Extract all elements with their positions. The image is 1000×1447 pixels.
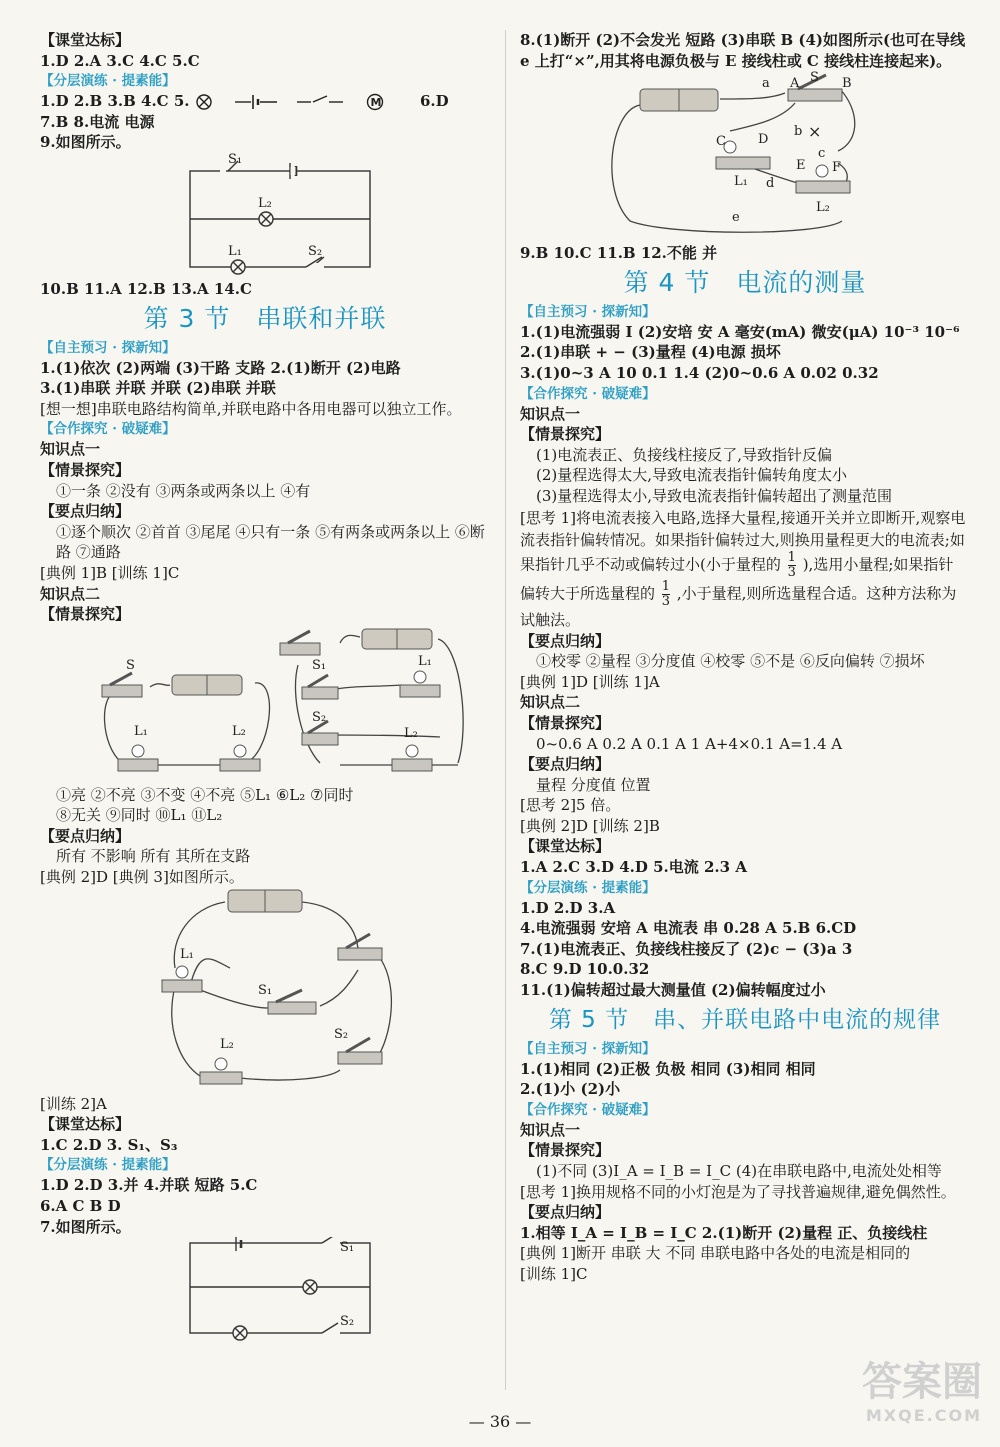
tag-preview: 【自主预习 · 探新知】 [40, 339, 176, 356]
svg-text:M: M [370, 96, 382, 110]
column-divider [505, 30, 506, 1390]
section-title-5: 第 5 节 串、并联电路中电流的规律 [548, 1006, 942, 1033]
scene-explore: 【情景探究】 [40, 460, 131, 479]
label-s: S [126, 657, 135, 673]
fraction-denominator: 3 [787, 564, 796, 580]
think-text: ,小于量程,则所选量程合适。这种方法称为试触法。 [520, 584, 957, 629]
example-line: [典例 2]D [典例 3]如图所示。 [40, 868, 244, 887]
label-a: a [762, 76, 770, 92]
label-s2: S₂ [340, 1314, 355, 1330]
watermark-url: MXQE.COM [865, 1406, 982, 1425]
heading-classroom: 【课堂达标】 [40, 31, 131, 49]
watermark-text: 答案圈 [862, 1359, 982, 1405]
train-line: [训练 2]A [40, 1094, 107, 1113]
bulb-l2-icon [220, 759, 260, 771]
bulb-l2-icon [796, 181, 850, 193]
bulb-l1-icon [162, 980, 202, 992]
bulb-l1-icon [716, 157, 770, 169]
fraction-denominator: 3 [661, 593, 671, 609]
knowledge-point-2: 知识点二 [40, 584, 101, 603]
answer-line: 1.A 2.C 3.D 4.D 5.电流 2.3 A [520, 858, 747, 877]
think-paragraph [520, 507, 968, 631]
label-l2: L₂ [232, 723, 246, 739]
answer-line: (3)量程选得太小,导致电流表指针偏转超出了测量范围 [536, 486, 893, 505]
answer-line: (1)电流表正、负接线柱接反了,导致指针反偏 [536, 445, 833, 464]
scene-explore: 【情景探究】 [520, 713, 611, 732]
think-line: [思考 2]5 倍。 [520, 796, 621, 815]
think-line: [想一想]串联电路结构简单,并联电路中各用电器可以独立工作。 [40, 399, 462, 418]
answer-line: 2.(1)串联 + − (3)量程 (4)电源 损坏 [520, 343, 781, 362]
answer-line: 9.B 10.C 11.B 12.不能 并 [520, 244, 718, 263]
bulb-l2-icon [392, 759, 432, 771]
label-l1b: L₁ [418, 653, 432, 669]
label-C: C [716, 134, 726, 150]
label-F: F [832, 160, 842, 176]
label-E: E [796, 158, 806, 174]
cross-mark: × [808, 122, 822, 142]
figure-circuit-4 [40, 1237, 490, 1347]
answer-line: 2.(1)小 (2)小 [520, 1080, 621, 1099]
label-L1: L₁ [734, 174, 748, 190]
bulb-l2-icon [200, 1072, 242, 1084]
knowledge-point-1: 知识点一 [520, 1120, 581, 1139]
answer-line: 1.相等 I_A = I_B = I_C 2.(1)断开 (2)量程 正、负接线柱 [520, 1223, 928, 1242]
answer-line: 7.如图所示。 [40, 1217, 131, 1236]
tag-layered: 【分层演练 · 提素能】 [40, 73, 176, 90]
fraction-numerator: 1 [787, 549, 796, 565]
answer-text: 6.D [419, 92, 449, 111]
figure-circuit-2 [40, 625, 490, 785]
answer-line: 1.C 2.D 3. S₁、S₃ [40, 1135, 178, 1154]
section-title-4: 第 4 节 电流的测量 [623, 267, 867, 297]
train-line: [训练 1]C [520, 1264, 588, 1283]
answer-line: 3.(1)串联 并联 并联 (2)串联 并联 [40, 379, 276, 398]
answer-line: ①亮 ②不亮 ③不变 ④不亮 ⑤L₁ ⑥L₂ ⑦同时 [56, 785, 354, 804]
answer-line: 1.D 2.D 3.并 4.并联 短路 5.C [40, 1176, 258, 1195]
fraction-one-third [788, 551, 796, 580]
answer-line: 9.如图所示。 [40, 133, 131, 152]
tag-layered: 【分层演练 · 提素能】 [520, 879, 656, 896]
label-s2: S₂ [312, 709, 327, 725]
label-l2: L₂ [220, 1036, 234, 1052]
answer-line: 所有 不影响 所有 其所在支路 [56, 847, 251, 866]
key-points: 【要点归纳】 [520, 1203, 611, 1222]
bulb-l1-icon [400, 685, 440, 697]
key-points: 【要点归纳】 [520, 755, 611, 774]
answer-line: ⑧无关 ⑨同时 ⑩L₁ ⑪L₂ [56, 806, 223, 825]
label-l1: L₁ [134, 723, 148, 739]
think-text: [思考 1]将电流表接入电路,选择大量程,接通开关并立即断开,观察电流表指针偏转情况。如果指针偏转过大,则换用量程更大的电流表;如果指针几乎不动或偏转过小(小于量程的 [520, 508, 966, 574]
switch-top-icon [338, 948, 382, 960]
think-line: [思考 1]换用规格不同的小灯泡是为了寻找普遍规律,避免偶然性。 [520, 1182, 956, 1201]
answer-line: 1.D 2.D 3.A [520, 898, 616, 917]
answer-line: 7.(1)电流表正、负接线柱接反了 (2)c − (3)a 3 [520, 939, 853, 958]
switch-s2-icon [302, 733, 338, 745]
tag-explore: 【合作探究 · 破疑难】 [520, 1101, 656, 1118]
answer-line: 7.B 8.电流 电源 [40, 112, 155, 131]
watermark-logo [862, 1359, 982, 1433]
label-l2: L₂ [258, 195, 272, 211]
label-s1: S₁ [312, 657, 327, 673]
scene-explore: 【情景探究】 [40, 605, 131, 624]
answer-line: 6.A C B D [40, 1197, 121, 1216]
key-points: 【要点归纳】 [520, 631, 611, 650]
answer-line: 1.D 2.A 3.C 4.C 5.C [40, 51, 200, 70]
heading-classroom: 【课堂达标】 [520, 837, 611, 856]
tag-preview: 【自主预习 · 探新知】 [520, 303, 656, 320]
answer-line: (2)量程选得太大,导致电流表指针偏转角度太小 [536, 466, 848, 485]
tag-explore: 【合作探究 · 破疑难】 [40, 421, 176, 438]
example-line: [典例 1]B [训练 1]C [40, 563, 180, 582]
label-s2: S₂ [308, 243, 323, 259]
label-s1: S₁ [258, 982, 273, 998]
example-line: [典例 2]D [训练 2]B [520, 816, 660, 835]
switch-s2-icon [338, 1052, 382, 1064]
label-S: S [810, 71, 819, 86]
label-l1: L₁ [180, 946, 194, 962]
bulb-l1-icon [118, 759, 158, 771]
circuit-symbols-icon [195, 93, 415, 111]
answer-line-symbols [40, 91, 490, 112]
answer-line: 10.B 11.A 12.B 13.A 14.C [40, 279, 252, 298]
figure-circuit-1 [40, 153, 490, 279]
answer-line: ①校零 ②量程 ③分度值 ④校零 ⑤不是 ⑥反向偏转 ⑦损坏 [536, 652, 925, 671]
answer-line: ①一条 ②没有 ③两条或两条以上 ④有 [56, 481, 311, 500]
switch-top-icon [280, 643, 320, 655]
key-points: 【要点归纳】 [40, 826, 131, 845]
label-D: D [758, 132, 769, 148]
label-L2: L₂ [816, 200, 830, 216]
label-s2: S₂ [334, 1026, 349, 1042]
switch-s1-icon [268, 1002, 316, 1014]
switch-s-icon [102, 685, 142, 697]
fraction-one-third [662, 580, 670, 609]
think-text: ),选用小量程;如果指针偏转大于所选量程的 [520, 555, 954, 603]
answer-line: 4.电流强弱 安培 A 电流表 串 0.28 A 5.B 6.CD [520, 919, 857, 938]
page-number: — 36 — [468, 1412, 532, 1431]
answer-line: 量程 分度值 位置 [536, 775, 651, 794]
tag-layered: 【分层演练 · 提素能】 [40, 1157, 176, 1174]
tag-explore: 【合作探究 · 破疑难】 [520, 385, 656, 402]
answer-text: 1.D 2.B 3.B 4.C 5. [40, 92, 190, 111]
label-s1: S₁ [340, 1240, 355, 1256]
scene-explore: 【情景探究】 [520, 425, 611, 444]
example-line: [典例 1]D [训练 1]A [520, 672, 660, 691]
answer-line: 8.(1)断开 (2)不会发光 短路 (3)串联 B (4)如图所示(也可在导线 e 上打“×”,用其将电源负极与 E 接线柱或 C 接线柱连接起来)。 [520, 31, 966, 70]
answer-line: 8.C 9.D 10.0.32 [520, 960, 650, 979]
label-l1: L₁ [228, 243, 242, 259]
label-e: e [732, 210, 740, 226]
answer-line: 0~0.6 A 0.2 A 0.1 A 1 A+4×0.1 A=1.4 A [536, 734, 843, 753]
knowledge-point-1: 知识点一 [40, 440, 101, 459]
example-line: [典例 1]断开 串联 大 不同 串联电路中各处的电流是相同的 [520, 1244, 911, 1263]
answer-line: 1.(1)电流强弱 I (2)安培 安 A 毫安(mA) 微安(μA) 10⁻³ 10⁻⁶ [520, 322, 960, 341]
label-b: b [794, 124, 803, 140]
knowledge-point-2: 知识点二 [520, 693, 581, 712]
section-title-3: 第 3 节 串联和并联 [143, 303, 387, 333]
right-column [520, 30, 970, 1285]
fraction-numerator: 1 [661, 578, 671, 594]
label-A: A [790, 76, 800, 92]
label-c: c [818, 146, 826, 162]
figure-circuit-5 [520, 71, 970, 243]
label-B: B [842, 76, 852, 92]
answer-line: 1.(1)依次 (2)两端 (3)干路 支路 2.(1)断开 (2)电路 [40, 358, 401, 377]
answer-line: (1)不同 (3)I_A = I_B = I_C (4)在串联电路中,电流处处相等 [536, 1162, 942, 1180]
knowledge-point-1: 知识点一 [520, 404, 581, 423]
label-s1: S₁ [228, 152, 243, 167]
key-points: 【要点归纳】 [40, 502, 131, 521]
figure-circuit-3 [40, 888, 490, 1094]
label-l2b: L₂ [404, 725, 418, 741]
heading-classroom: 【课堂达标】 [40, 1115, 131, 1134]
tag-preview: 【自主预习 · 探新知】 [520, 1040, 656, 1057]
left-column [40, 30, 490, 1347]
answer-line: 11.(1)偏转超过最大测量值 (2)偏转幅度过小 [520, 981, 826, 1000]
switch-s1-icon [302, 687, 338, 699]
answer-line: ①逐个顺次 ②首首 ③尾尾 ④只有一条 ⑤有两条或两条以上 ⑥断路 ⑦通路 [56, 522, 485, 562]
scene-explore: 【情景探究】 [520, 1141, 611, 1160]
answer-line: 3.(1)0~3 A 10 0.1 1.4 (2)0~0.6 A 0.02 0.32 [520, 363, 879, 382]
answer-line: 1.(1)相同 (2)正极 负极 相同 (3)相同 相同 [520, 1059, 816, 1078]
label-d: d [766, 176, 775, 192]
